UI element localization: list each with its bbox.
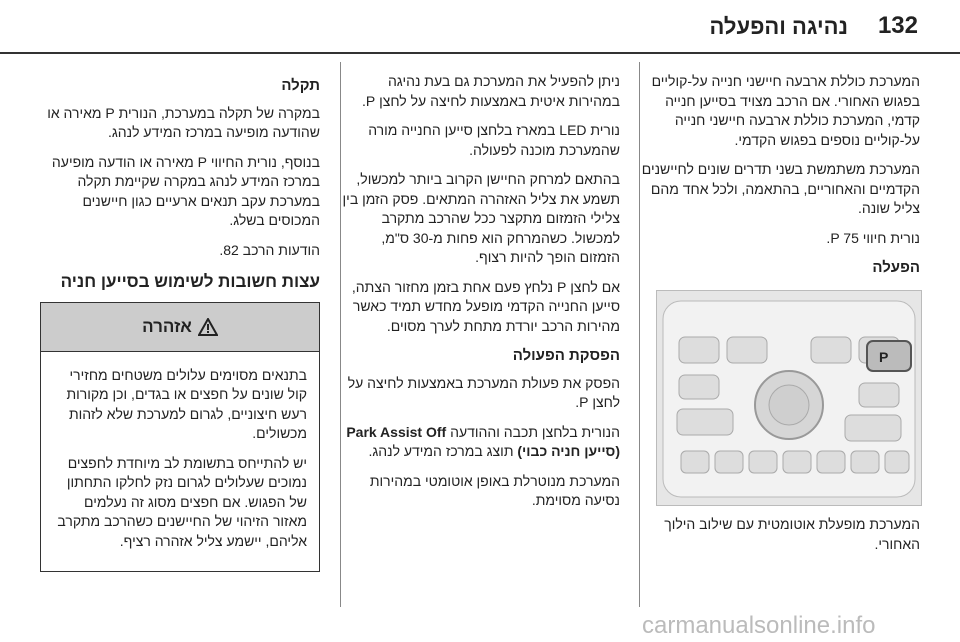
paragraph: המערכת כוללת ארבעה חיישני חנייה על-קוליים בפגוש האחורי. אם הרכב מצויד בסייען חנייה קדמי, המערכת כוללת ארבעה חיישני חנייה על-קוליים נוספים בפגוש הקדמי. xyxy=(651,73,920,148)
message-intro: הנורית בלחצן תכבה וההודעה xyxy=(450,423,620,440)
paragraph: בתנאים מסוימים עלולים משטחים מחזירי קול שונים על חפצים או בגדים, וכן מקורות רעש חיצוניים, לגרום למערכת שלא לזהות מכשולים. xyxy=(66,366,307,441)
console-panel-image xyxy=(656,290,922,506)
paragraph: נורית חיווי P 75. xyxy=(826,229,920,246)
paragraph: במקרה של תקלה במערכת, הנורית P מאירה או שהודעה מופיעה במרכז המידע לנהג. xyxy=(47,104,320,140)
paragraph: בנוסף, נורית החיווי P מאירה או הודעה מופיעה במרכז המידע לנהג במקרה שקיימת תקלה במערכת עקב תנאים ארעיים כגון חיישנים המכוסים בשלג. xyxy=(51,153,320,228)
console-panel-drawing xyxy=(657,291,921,505)
section-title: נהיגה והפעלה xyxy=(709,14,848,39)
right-column xyxy=(640,72,920,286)
paragraph xyxy=(340,423,620,462)
paragraph: המערכת משתמשת בשני תדרים שונים לחיישנים הקדמיים והאחוריים, בהתאמה, ולכל אחד מהם צליל שונה. xyxy=(641,161,920,216)
middle-column xyxy=(340,72,620,521)
paragraph: נורית LED במארז בלחצן סייען החנייה מורה שהמערכת מוכנה לפעולה. xyxy=(368,122,620,158)
warning-box xyxy=(40,302,320,573)
park-assist-off-message: Park Assist Off (סייען חניה כבוי) xyxy=(346,423,620,459)
left-column xyxy=(40,72,320,572)
page-number: 132 xyxy=(877,12,918,39)
warning-body xyxy=(41,352,319,572)
page-header xyxy=(0,0,960,62)
heading-tips: עצות חשובות לשימוש בסייען חניה xyxy=(60,272,320,291)
paragraph: ניתן להפעיל את המערכת גם בעת נהיגה במהירות איטית באמצעות לחיצה על לחצן P. xyxy=(361,73,620,109)
heading-fault: תקלה xyxy=(281,77,320,94)
paragraph: הפסק את פעולת המערכת באמצעות לחיצה על לחצן P. xyxy=(347,374,620,410)
warning-header xyxy=(41,303,319,352)
paragraph: הודעות הרכב 82. xyxy=(219,241,320,258)
warning-triangle-icon xyxy=(198,318,218,336)
header-rule xyxy=(0,52,960,54)
park-assist-button-label: P xyxy=(879,349,889,365)
heading-activation: הפעלה xyxy=(872,259,920,276)
message-tail: תוצג במרכז המידע לנהג. xyxy=(368,443,514,459)
paragraph: יש להתייחס בתשומת לב מיוחדת לחפצים נמוכים שעלולים לגרום נזק לחלקו התחתון של הפגוש. אם חפצים מסוג זה נעלמים מאזור הזיהוי של החיישנים כשהרכב מתקרב אליהם, יישמע צליל אזהרה רציף. xyxy=(57,454,307,549)
paragraph: המערכת מנוטרלת באופן אוטומטי במהירות נסיעה מסוימת. xyxy=(369,472,620,508)
heading-deactivation: הפסקת הפעולה xyxy=(512,347,620,364)
figure-caption: המערכת מופעלת אוטומטית עם שילוב הילוך האחורי. xyxy=(664,516,920,552)
paragraph: בהתאם למרחק החיישן הקרוב ביותר למכשול, תשמע את צליל האזהרה המתאים. פסק הזמן בין צלילי הזמזום מתקצר ככל שהרכב מתקרב למכשול. כשהמרחק הוא פחות מ-30 ס"מ, הזמזום הופך להיות רצוף. xyxy=(342,171,620,265)
paragraph: אם לחצן P נלחץ פעם אחת בזמן מחזור הצתה, סייען החנייה הקדמי מופעל מחדש תמיד כאשר מהירות הרכב יורדת מתחת לערך מסוים. xyxy=(351,278,620,334)
watermark: carmanualsonline.info xyxy=(642,612,876,639)
warning-title: אזהרה xyxy=(142,316,192,336)
